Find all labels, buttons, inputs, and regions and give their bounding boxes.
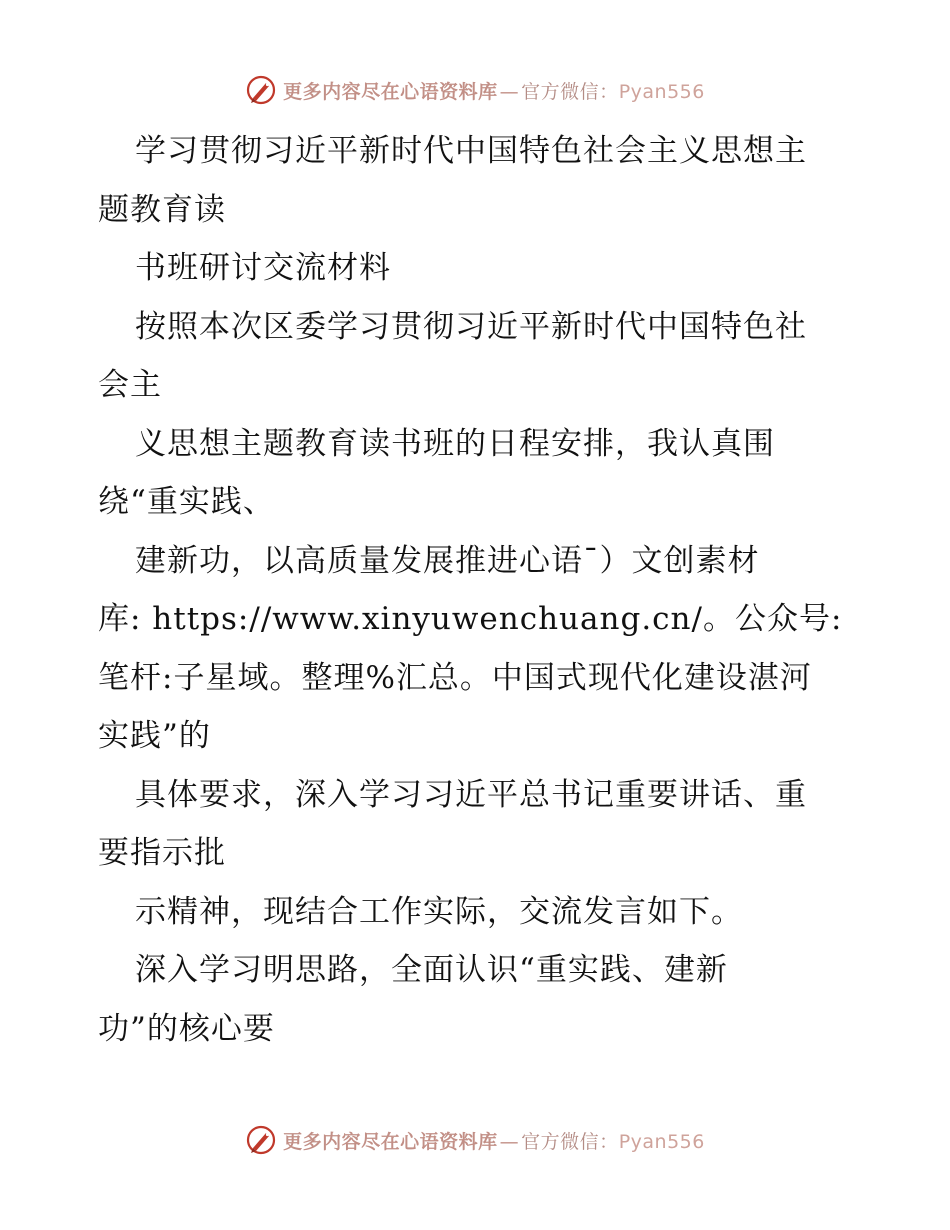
body-text-line: 学习贯彻习近平新时代中国特色社会主义思想主: [135, 133, 807, 169]
document-body: [98, 122, 868, 1058]
body-text-line: 实践”的: [98, 718, 211, 754]
footer-watermark: [0, 1120, 950, 1160]
header-watermark: [0, 70, 950, 110]
watermark-wechat-id: Pyan556: [618, 80, 705, 103]
watermark-wechat-id: Pyan556: [618, 1130, 705, 1153]
body-text-line: 题教育读: [98, 191, 226, 228]
body-text-line: 按照本次区委学习贯彻习近平新时代中国特色社: [135, 308, 807, 345]
watermark-text: [283, 1127, 705, 1154]
pen-logo-icon: [245, 1124, 277, 1156]
body-text-line: 绕“重实践、: [98, 484, 275, 520]
body-text-line: 库: https://www.xinyuwenchuang.cn/。公众号:: [98, 601, 843, 637]
body-text-line: 深入学习明思路，全面认识“重实践、建新: [135, 952, 728, 988]
watermark-dash: —: [499, 80, 520, 103]
pen-logo-icon: [245, 74, 277, 106]
body-text-line: 书班研讨交流材料: [135, 250, 391, 286]
watermark-text: [283, 77, 705, 104]
body-text-line: 建新功，以高质量发展推进心语¯）文创素材: [135, 542, 760, 579]
body-text-line: 要指示批: [98, 835, 226, 871]
watermark-main-text: 更多内容尽在心语资料库: [283, 80, 498, 103]
body-text-line: 会主: [98, 367, 162, 403]
body-text-line: 义思想主题教育读书班的日程安排，我认真围: [135, 425, 775, 462]
body-text-line: 具体要求，深入学习习近平总书记重要讲话、重: [135, 776, 807, 813]
watermark-main-text: 更多内容尽在心语资料库: [283, 1130, 498, 1153]
body-text-line: 功”的核心要: [98, 1010, 275, 1047]
watermark-wechat-label: 官方微信：: [521, 80, 619, 103]
body-text-line: 笔杆:子星域。整理%汇总。中国式现代化建设湛河: [98, 659, 812, 696]
watermark-wechat-label: 官方微信：: [521, 1130, 619, 1153]
body-text-line: 示精神，现结合工作实际，交流发言如下。: [135, 893, 743, 930]
watermark-dash: —: [499, 1130, 520, 1153]
